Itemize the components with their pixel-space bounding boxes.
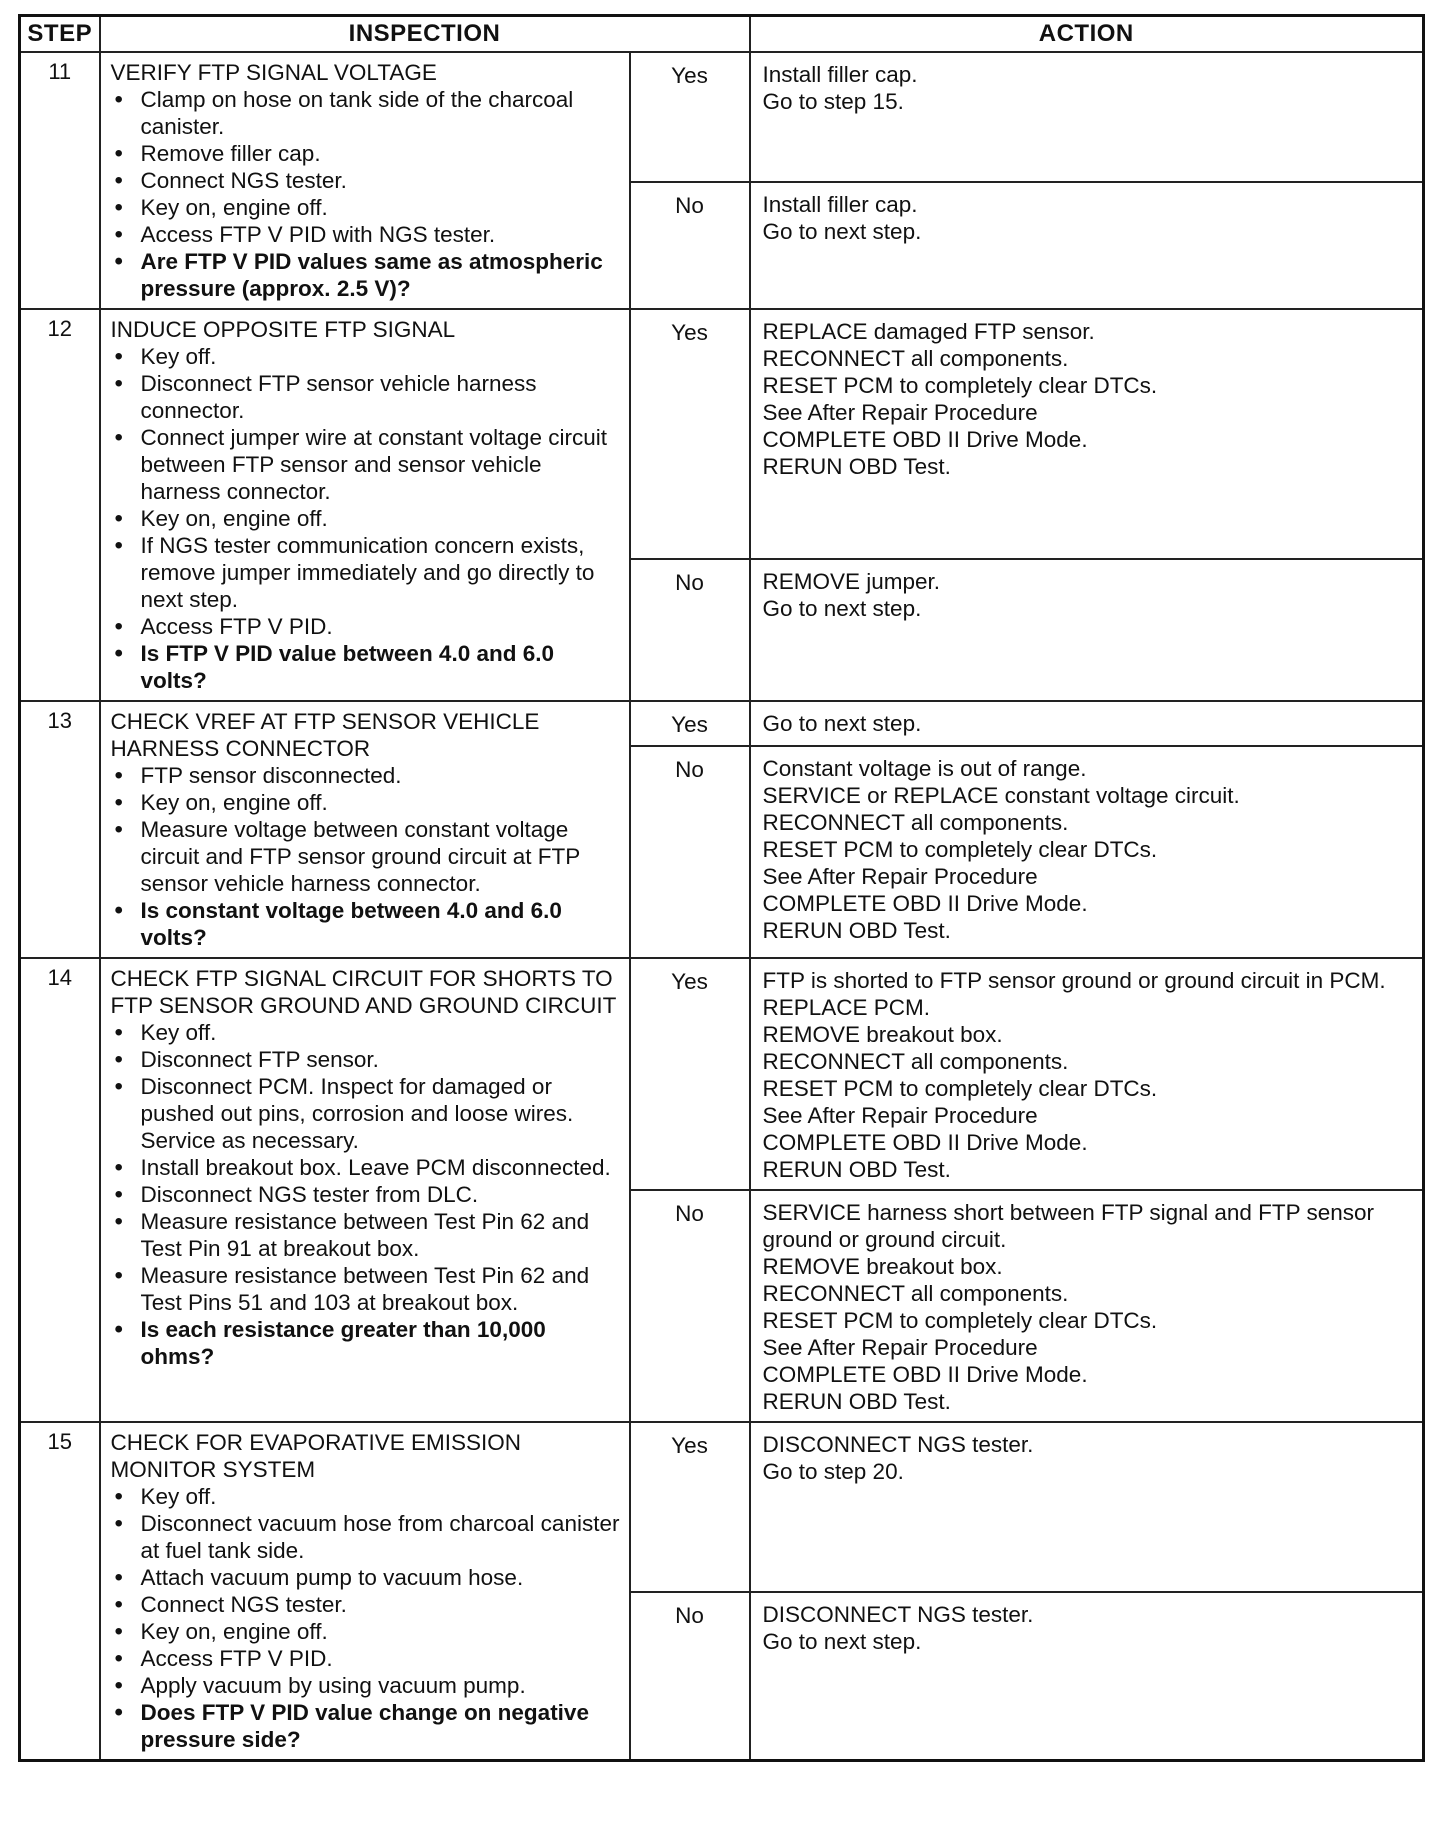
inspection-bullet: • Connect NGS tester.: [111, 1591, 621, 1618]
inspection-bullet: • Measure voltage between constant voltage circuit and FTP sensor ground circuit at FTP sensor vehicle harness connector.: [111, 816, 621, 897]
answer-yes: Yes: [630, 52, 750, 182]
inspection-cell: [100, 52, 630, 309]
inspection-bullet: • Key on, engine off.: [111, 505, 621, 532]
action-yes: [750, 52, 1424, 182]
inspection-bullet: • FTP sensor disconnected.: [111, 762, 621, 789]
action-line: SERVICE harness short between FTP signal and FTP sensor ground or ground circuit.: [762, 1200, 1375, 1252]
action-line: Go to next step.: [762, 218, 922, 244]
step-row-yes: [20, 309, 1424, 559]
inspection-bullet: • Disconnect FTP sensor vehicle harness connector.: [111, 370, 621, 424]
inspection-cell: [100, 958, 630, 1422]
action-line: RESET PCM to completely clear DTCs.: [762, 1308, 1158, 1333]
inspection-question: • Are FTP V PID values same as atmospheric pressure (approx. 2.5 V)?: [111, 248, 621, 302]
answer-yes: Yes: [630, 1422, 750, 1592]
step-row-yes: [20, 52, 1424, 182]
inspection-bullet: • Key off.: [111, 343, 621, 370]
inspection-bullet: • Access FTP V PID.: [111, 613, 621, 640]
action-no: [750, 559, 1424, 701]
inspection-bullet: • Clamp on hose on tank side of the charcoal canister.: [111, 86, 621, 140]
inspection-bullet: • Key off.: [111, 1019, 621, 1046]
answer-no: No: [630, 1190, 750, 1422]
answer-yes: Yes: [630, 309, 750, 559]
action-line: RECONNECT all components.: [762, 809, 1069, 835]
answer-no: No: [630, 746, 750, 958]
inspection-title: CHECK FTP SIGNAL CIRCUIT FOR SHORTS TO FTP SENSOR GROUND AND GROUND CIRCUIT: [110, 966, 617, 1018]
action-no: [750, 1190, 1424, 1422]
inspection-cell: [100, 309, 630, 701]
inspection-bullet: • Key off.: [111, 1483, 621, 1510]
inspection-bullet: • Install breakout box. Leave PCM disconnected.: [111, 1154, 621, 1181]
inspection-bullet-list: [111, 343, 621, 694]
step-number: 11: [20, 52, 100, 309]
inspection-bullet: • Access FTP V PID.: [111, 1645, 621, 1672]
step-row-yes: [20, 1422, 1424, 1592]
action-line: DISCONNECT NGS tester.: [762, 1432, 1034, 1457]
action-line: RESET PCM to completely clear DTCs.: [762, 1076, 1158, 1101]
inspection-bullet: • Disconnect PCM. Inspect for damaged or pushed out pins, corrosion and loose wires. Service as necessary.: [111, 1073, 621, 1154]
table-header-row: [20, 16, 1424, 53]
action-no: [750, 746, 1424, 958]
inspection-bullet: • If NGS tester communication concern exists, remove jumper immediately and go directly to next step.: [111, 532, 621, 613]
answer-yes: Yes: [630, 701, 750, 746]
action-line: DISCONNECT NGS tester.: [762, 1602, 1034, 1628]
inspection-cell: [100, 701, 630, 958]
answer-no: No: [630, 182, 750, 309]
inspection-bullet: • Apply vacuum by using vacuum pump.: [111, 1672, 621, 1699]
inspection-bullet: • Connect jumper wire at constant voltage circuit between FTP sensor and sensor vehicle harness connector.: [111, 424, 621, 505]
action-line: COMPLETE OBD II Drive Mode.: [762, 1362, 1088, 1387]
action-line: See After Repair Procedure: [762, 863, 1038, 889]
action-line: Install filler cap.: [762, 62, 918, 87]
inspection-bullet: • Measure resistance between Test Pin 62 and Test Pin 91 at breakout box.: [111, 1208, 621, 1262]
inspection-bullet: • Key on, engine off.: [111, 789, 621, 816]
action-line: REMOVE jumper.: [762, 569, 941, 595]
action-line: RECONNECT all components.: [762, 1049, 1069, 1074]
action-line: FTP is shorted to FTP sensor ground or ground circuit in PCM.: [762, 968, 1386, 993]
action-line: COMPLETE OBD II Drive Mode.: [762, 427, 1088, 452]
inspection-title: INDUCE OPPOSITE FTP SIGNAL: [110, 317, 456, 342]
action-yes: [750, 701, 1424, 746]
action-yes: [750, 1422, 1424, 1592]
answer-no: No: [630, 1592, 750, 1760]
inspection-bullet: • Key on, engine off.: [111, 194, 621, 221]
action-line: Constant voltage is out of range.: [762, 755, 1087, 781]
action-line: Go to step 20.: [762, 1459, 904, 1484]
action-line: RESET PCM to completely clear DTCs.: [762, 836, 1158, 862]
action-line: RERUN OBD Test.: [762, 454, 951, 479]
step-number: 12: [20, 309, 100, 701]
action-line: REMOVE breakout box.: [762, 1254, 1003, 1279]
inspection-bullet: • Access FTP V PID with NGS tester.: [111, 221, 621, 248]
action-line: See After Repair Procedure: [762, 400, 1038, 425]
action-line: Go to next step.: [762, 1629, 922, 1655]
action-line: See After Repair Procedure: [762, 1103, 1038, 1128]
inspection-bullet-list: [111, 762, 621, 951]
answer-yes: Yes: [630, 958, 750, 1190]
inspection-question: • Does FTP V PID value change on negative pressure side?: [111, 1699, 621, 1753]
inspection-title: VERIFY FTP SIGNAL VOLTAGE: [110, 60, 437, 85]
action-line: REMOVE breakout box.: [762, 1022, 1003, 1047]
action-line: RERUN OBD Test.: [762, 1157, 951, 1182]
action-line: SERVICE or REPLACE constant voltage circuit.: [762, 782, 1240, 808]
header-action: ACTION: [750, 16, 1424, 53]
action-line: RERUN OBD Test.: [762, 917, 951, 943]
action-line: Install filler cap.: [762, 191, 918, 217]
action-line: REPLACE PCM.: [762, 995, 931, 1020]
inspection-question: • Is each resistance greater than 10,000 ohms?: [111, 1316, 621, 1370]
inspection-cell: [100, 1422, 630, 1761]
inspection-title: CHECK VREF AT FTP SENSOR VEHICLE HARNESS CONNECTOR: [110, 709, 540, 761]
inspection-bullet-list: [111, 1483, 621, 1753]
inspection-bullet: • Remove filler cap.: [111, 140, 621, 167]
action-line: COMPLETE OBD II Drive Mode.: [762, 1130, 1088, 1155]
inspection-question: • Is constant voltage between 4.0 and 6.0 volts?: [111, 897, 621, 951]
inspection-bullet: • Disconnect vacuum hose from charcoal canister at fuel tank side.: [111, 1510, 621, 1564]
header-inspection: INSPECTION: [100, 16, 750, 53]
inspection-bullet: • Disconnect FTP sensor.: [111, 1046, 621, 1073]
inspection-bullet: • Disconnect NGS tester from DLC.: [111, 1181, 621, 1208]
action-line: Go to step 15.: [762, 89, 904, 114]
action-yes: [750, 958, 1424, 1190]
inspection-bullet: • Key on, engine off.: [111, 1618, 621, 1645]
action-line: RERUN OBD Test.: [762, 1389, 951, 1414]
action-no: [750, 182, 1424, 309]
inspection-bullet: • Measure resistance between Test Pin 62 and Test Pins 51 and 103 at breakout box.: [111, 1262, 621, 1316]
inspection-bullet-list: [111, 86, 621, 302]
header-step: STEP: [20, 16, 100, 53]
inspection-title: CHECK FOR EVAPORATIVE EMISSION MONITOR SYSTEM: [110, 1430, 521, 1482]
action-line: REPLACE damaged FTP sensor.: [762, 319, 1095, 344]
answer-no: No: [630, 559, 750, 701]
diagnostic-procedure-sheet: [18, 14, 1422, 1762]
step-number: 13: [20, 701, 100, 958]
action-line: COMPLETE OBD II Drive Mode.: [762, 890, 1088, 916]
action-no: [750, 1592, 1424, 1760]
inspection-question: • Is FTP V PID value between 4.0 and 6.0 volts?: [111, 640, 621, 694]
step-row-yes: [20, 701, 1424, 746]
action-line: RESET PCM to completely clear DTCs.: [762, 373, 1158, 398]
inspection-bullet-list: [111, 1019, 621, 1370]
action-line: RECONNECT all components.: [762, 346, 1069, 371]
action-line: RECONNECT all components.: [762, 1281, 1069, 1306]
inspection-bullet: • Connect NGS tester.: [111, 167, 621, 194]
inspection-bullet: • Attach vacuum pump to vacuum hose.: [111, 1564, 621, 1591]
step-number: 15: [20, 1422, 100, 1761]
diagnostic-table: [18, 14, 1425, 1762]
action-line: See After Repair Procedure: [762, 1335, 1038, 1360]
action-line: Go to next step.: [762, 711, 922, 736]
action-yes: [750, 309, 1424, 559]
step-row-yes: [20, 958, 1424, 1190]
action-line: Go to next step.: [762, 596, 922, 622]
step-number: 14: [20, 958, 100, 1422]
